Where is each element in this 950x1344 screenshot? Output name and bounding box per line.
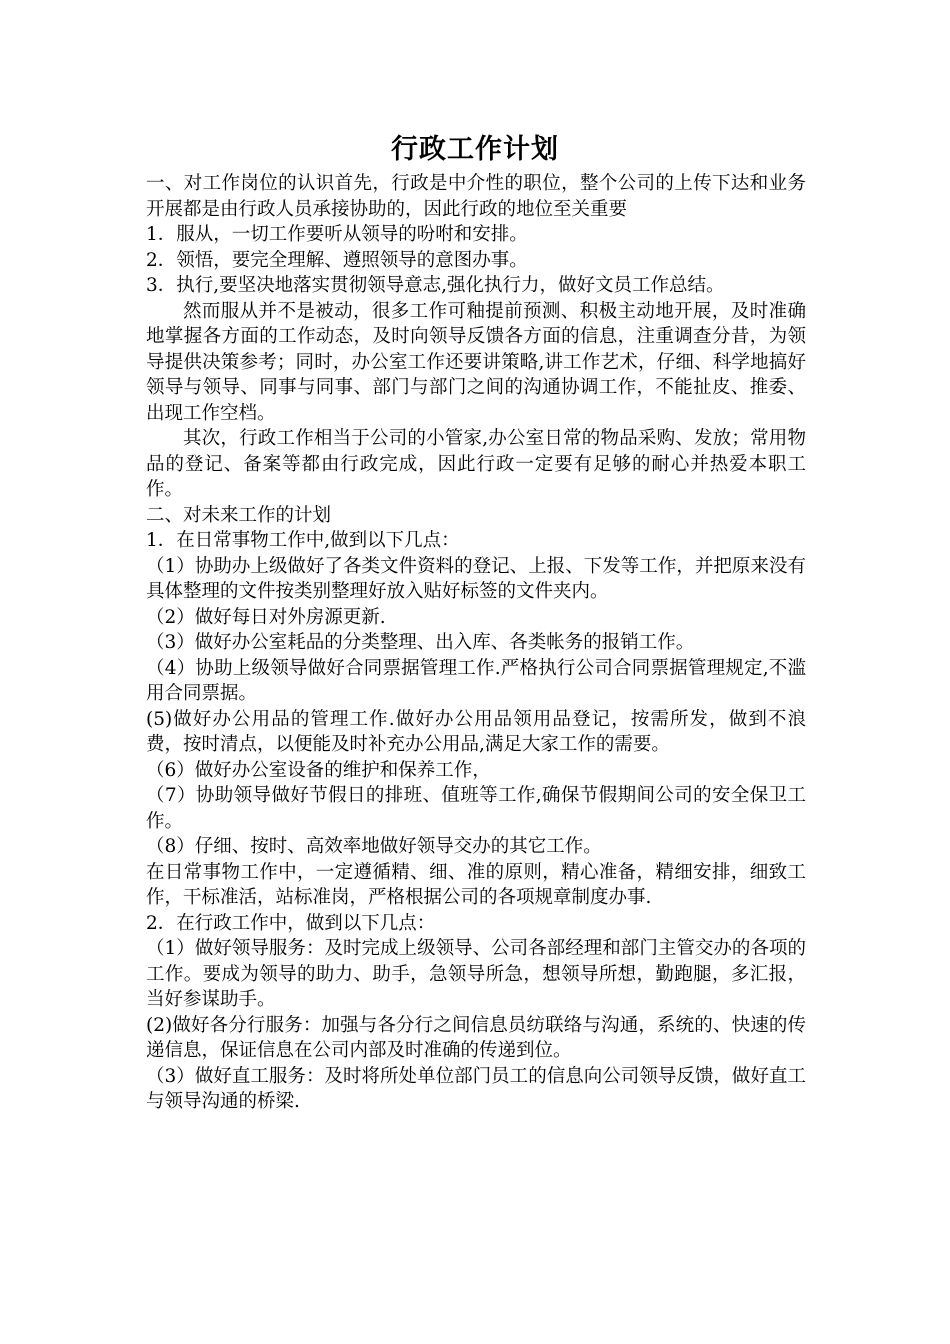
body-paragraph: 在日常事物工作中，一定遵循精、细、准的原则，精心准备，精细安排，细致工作，干标准活，站标准岗，严格根据公司的各项规章制度办事. bbox=[146, 861, 806, 908]
body-paragraph: 其次，行政工作相当于公司的小管家,办公室日常的物品采购、发放；常用物品的登记、备案等都由行政完成，因此行政一定要有足够的耐心并热爱本职工作。 bbox=[146, 428, 806, 500]
body-paragraph: 2．领悟，要完全理解、遵照领导的意图办事。 bbox=[146, 249, 528, 271]
body-paragraph: （7）协助领导做好节假日的排班、值班等工作,确保节假期间公司的安全保卫工作。 bbox=[146, 785, 806, 832]
body-paragraph: （4）协助上级领导做好合同票据管理工作.严格执行公司合同票据管理规定,不滥用合同票据。 bbox=[146, 657, 806, 704]
body-paragraph: （6）做好办公室设备的维护和保养工作， bbox=[146, 759, 491, 781]
body-paragraph: （8）仔细、按时、高效率地做好领导交办的其它工作。 bbox=[146, 836, 602, 857]
body-paragraph: （1）协助办上级做好了各类文件资料的登记、上报、下发等工作，并把原来没有具体整理的文件按类别整理好放入贴好标签的文件夹内。 bbox=[146, 555, 806, 602]
body-paragraph: 一、对工作岗位的认识首先，行政是中介性的职位，整个公司的上传下达和业务开展都是由行政人员承接协助的，因此行政的地位至关重要 bbox=[146, 173, 806, 220]
body-paragraph: 二、对未来工作的计划 bbox=[146, 504, 332, 526]
body-paragraph: （2）做好每日对外房源更新. bbox=[146, 606, 386, 628]
body-paragraph: 2．在行政工作中，做到以下几点： bbox=[146, 912, 436, 934]
body-paragraph: (2)做好各分行服务：加强与各分行之间信息员纺联络与沟通，系统的、快速的传递信息，保证信息在公司内部及时准确的传递到位。 bbox=[146, 1014, 806, 1061]
body-paragraph: 然而服从并不是被动，很多工作可釉提前预测、积极主动地开展，及时准确地掌握各方面的工作动态，及时向领导反馈各方面的信息，注重调查分昔，为领导提供决策参考；同时，办公室工作还要讲策略,讲工作艺术，仔细、科学地搞好领导与领导、同事与同事、部门与部门之间的沟通协调工作，不能扯皮、推委、出现工作空档。 bbox=[146, 300, 806, 424]
body-paragraph: 1．在日常事物工作中,做到以下几点： bbox=[146, 530, 460, 551]
body-paragraph: 1．服从，一切工作要听从领导的吩咐和安排。 bbox=[146, 224, 528, 245]
body-paragraph: 3．执行,要坚决地落实贯彻领导意志,强化执行力，做好文员工作总结。 bbox=[146, 275, 725, 296]
body-paragraph: （1）做好领导服务：及时完成上级领导、公司各部经理和部门主管交办的各项的工作。要成为领导的助力、助手，急领导所急，想领导所想，勤跑腿，多汇报，当好参谋助手。 bbox=[146, 938, 806, 1010]
document-title: 行政工作计划 bbox=[391, 134, 559, 165]
body-paragraph: （3）做好办公室耗品的分类整理、出入库、各类帐务的报销工作。 bbox=[146, 632, 695, 653]
document-body bbox=[146, 171, 806, 1115]
body-paragraph: (5)做好办公用品的管理工作.做好办公用品领用品登记，按需所发，做到不浪费，按时清点，以便能及时补充办公用品,满足大家工作的需要。 bbox=[146, 708, 806, 755]
body-paragraph: （3）做好直工服务：及时将所处单位部门员工的信息向公司领导反馈，做好直工与领导沟通的桥梁. bbox=[146, 1065, 806, 1112]
